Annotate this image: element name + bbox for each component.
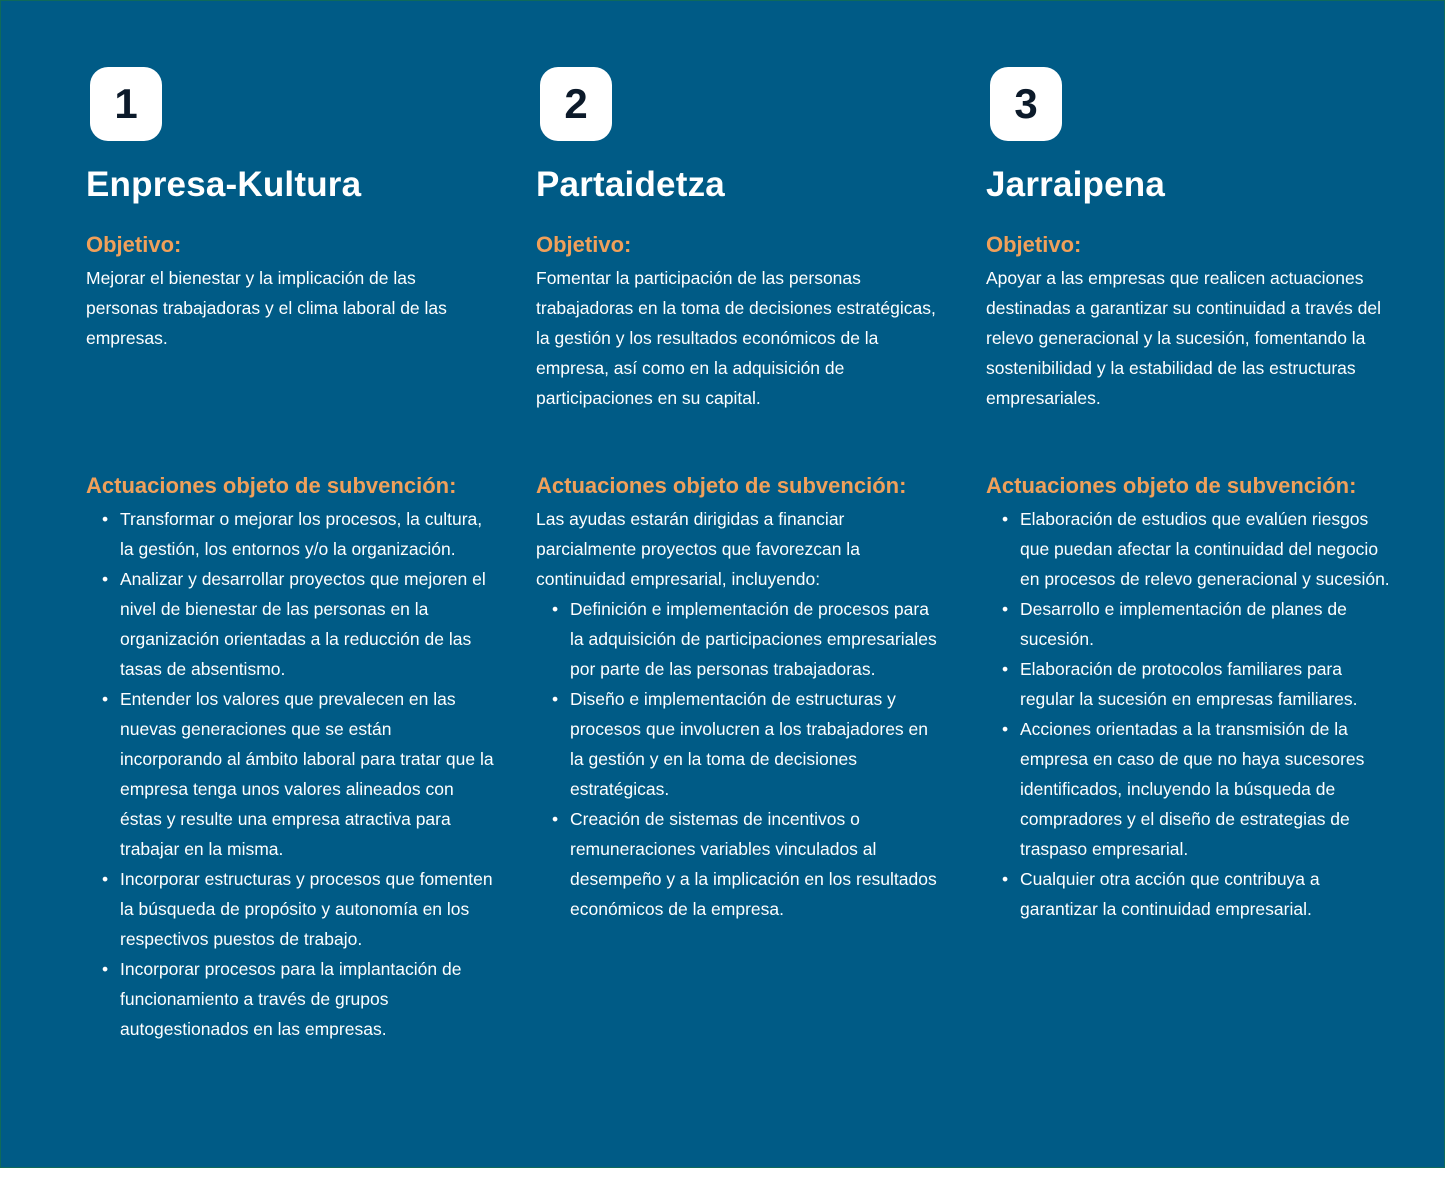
actions-intro: Las ayudas estarán dirigidas a financiar parcialmente proyectos que favorezcan la continuidad empresarial, incluyendo:	[536, 509, 860, 589]
bullet-icon: •	[552, 599, 559, 619]
action-text: Definición e implementación de procesos para la adquisición de participaciones empresariales por parte de las personas trabajadoras.	[570, 599, 937, 679]
actions-body	[536, 504, 946, 924]
objective-heading: Objetivo:	[536, 232, 632, 257]
list-item	[986, 714, 1396, 864]
actions-list	[86, 504, 496, 1044]
column-title: Enpresa-Kultura	[86, 165, 362, 204]
actions-list	[986, 504, 1396, 924]
action-text: Elaboración de estudios que evalúen riesgos que puedan afectar la continuidad del negocio en procesos de relevo generacional y sucesión.	[1020, 509, 1390, 589]
bullet-icon: •	[1002, 509, 1009, 529]
column-enpresa-kultura	[86, 67, 496, 1039]
list-item	[86, 564, 496, 684]
list-item	[86, 954, 496, 1044]
bullet-icon: •	[102, 689, 109, 709]
actions-heading: Actuaciones objeto de subvención:	[986, 473, 1357, 498]
number-badge: 1	[90, 67, 162, 141]
list-item	[86, 864, 496, 954]
actions-list	[536, 594, 946, 924]
action-text: Desarrollo e implementación de planes de sucesión.	[1020, 599, 1347, 649]
action-text: Incorporar estructuras y procesos que fomenten la búsqueda de propósito y autonomía en los respectivos puestos de trabajo.	[120, 869, 493, 949]
objective-text: Apoyar a las empresas que realicen actuaciones destinadas a garantizar su continuidad a través del relevo generacional y la sucesión, fomentando la sostenibilidad y la estabilidad de las estructuras empresariales.	[986, 268, 1381, 408]
number-badge: 3	[990, 67, 1062, 141]
action-text: Acciones orientadas a la transmisión de la empresa en caso de que no haya sucesores identificados, incluyendo la búsqueda de compradores y el diseño de estrategias de traspaso empresarial.	[1020, 719, 1365, 859]
list-item	[536, 594, 946, 684]
objective-text: Fomentar la participación de las personas trabajadoras en la toma de decisiones estratégicas, la gestión y los resultados económicos de la empresa, así como en la adquisición de participaciones en su capital.	[536, 268, 936, 408]
column-title: Jarraipena	[986, 165, 1166, 204]
objective-heading: Objetivo:	[986, 232, 1082, 257]
bullet-icon: •	[1002, 869, 1009, 889]
bullet-icon: •	[102, 869, 109, 889]
objective-heading: Objetivo:	[86, 232, 182, 257]
bullet-icon: •	[552, 809, 559, 829]
column-title: Partaidetza	[536, 165, 725, 204]
objective-text: Mejorar el bienestar y la implicación de las personas trabajadoras y el clima laboral de las empresas.	[86, 268, 447, 348]
list-item	[536, 684, 946, 804]
list-item	[986, 864, 1396, 924]
column-partaidetza	[536, 67, 946, 919]
bullet-icon: •	[102, 569, 109, 589]
list-item	[86, 504, 496, 564]
action-text: Analizar y desarrollar proyectos que mejoren el nivel de bienestar de las personas en la organización orientadas a la reducción de las tasas de absentismo.	[120, 569, 486, 679]
action-text: Diseño e implementación de estructuras y procesos que involucren a los trabajadores en la gestión y en la toma de decisiones estratégicas.	[570, 689, 928, 799]
list-item	[986, 654, 1396, 714]
actions-body	[86, 504, 496, 1044]
list-item	[86, 684, 496, 864]
list-item	[536, 804, 946, 924]
bullet-icon: •	[1002, 719, 1009, 739]
list-item	[986, 504, 1396, 594]
bullet-icon: •	[1002, 659, 1009, 679]
action-text: Entender los valores que prevalecen en las nuevas generaciones que se están incorporando al ámbito laboral para tratar que la empresa tenga unos valores alineados con éstas y resulte una empresa atractiva para trabajar en la misma.	[120, 689, 494, 859]
action-text: Transformar o mejorar los procesos, la cultura, la gestión, los entornos y/o la organización.	[120, 509, 483, 559]
number-badge: 2	[540, 67, 612, 141]
action-text: Cualquier otra acción que contribuya a garantizar la continuidad empresarial.	[1020, 869, 1320, 919]
action-text: Creación de sistemas de incentivos o remuneraciones variables vinculados al desempeño y a la implicación en los resultados económicos de la empresa.	[570, 809, 937, 919]
bullet-icon: •	[552, 689, 559, 709]
bullet-icon: •	[102, 959, 109, 979]
action-text: Incorporar procesos para la implantación de funcionamiento a través de grupos autogestionados en las empresas.	[120, 959, 462, 1039]
bullet-icon: •	[102, 509, 109, 529]
actions-body	[986, 504, 1396, 924]
action-text: Elaboración de protocolos familiares para regular la sucesión en empresas familiares.	[1020, 659, 1358, 709]
list-item	[986, 594, 1396, 654]
actions-heading: Actuaciones objeto de subvención:	[536, 473, 907, 498]
actions-heading: Actuaciones objeto de subvención:	[86, 473, 457, 498]
bullet-icon: •	[1002, 599, 1009, 619]
column-jarraipena	[986, 67, 1396, 919]
